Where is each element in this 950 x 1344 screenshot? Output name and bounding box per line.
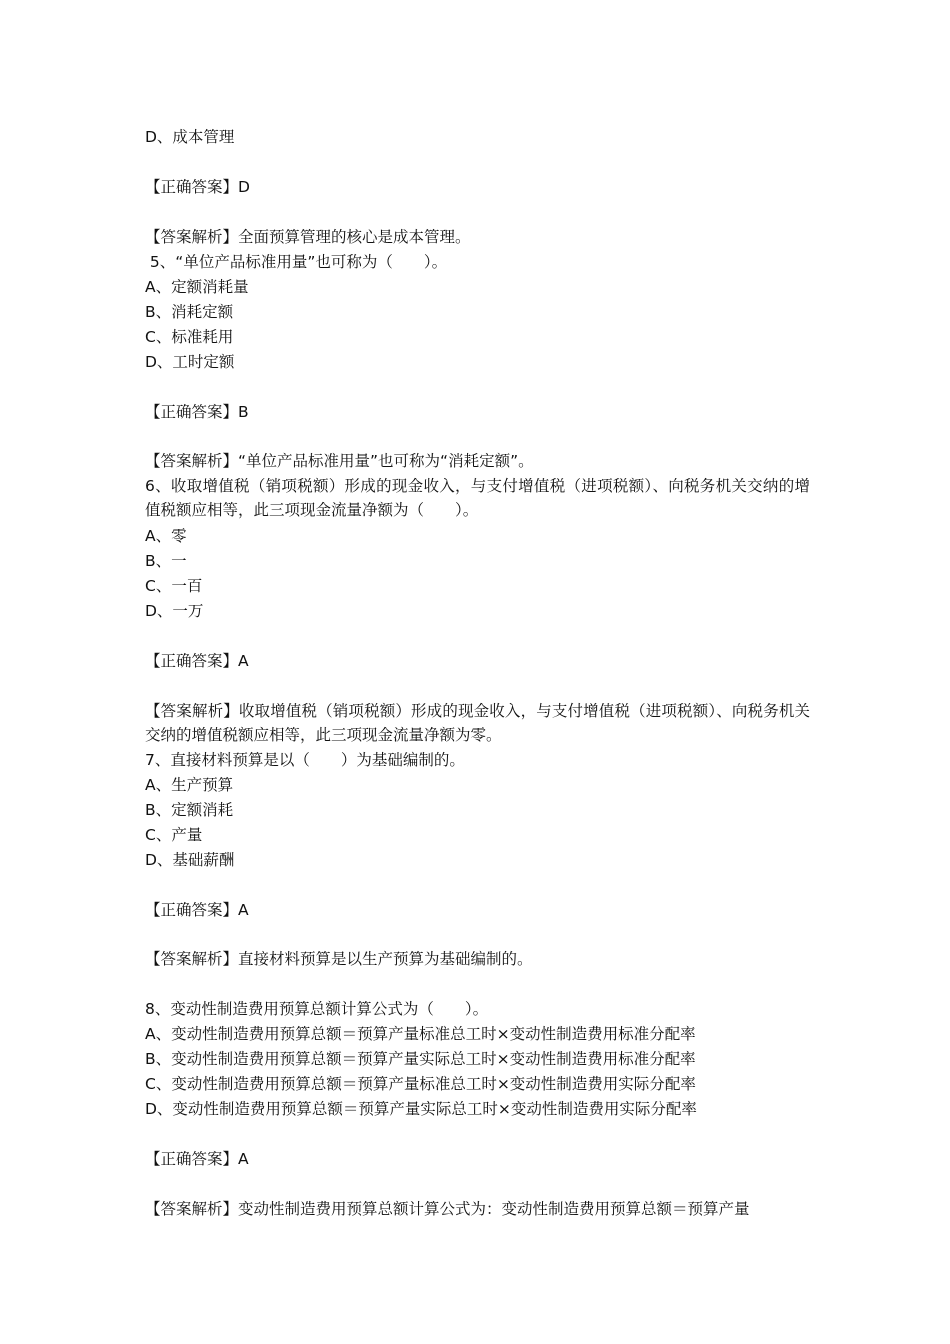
- question-6: 6、收取增值税（销项税额）形成的现金收入，与支付增值税（进项税额）、向税务机关交纳的增值税额应相等，此三项现金流量净额为（ ）。: [145, 477, 810, 519]
- correct-answer: 【正确答案】D: [145, 178, 250, 196]
- question-6-explanation: 【答案解析】收取增值税（销项税额）形成的现金收入，与支付增值税（进项税额）、向税务机关交纳的增值税额应相等，此三项现金流量净额为零。: [145, 702, 810, 744]
- question-8-option-d: D、变动性制造费用预算总额＝预算产量实际总工时×变动性制造费用实际分配率: [145, 1100, 697, 1118]
- question-7-option-d: D、基础薪酬: [145, 851, 235, 869]
- answer-explanation: 【答案解析】全面预算管理的核心是成本管理。: [145, 228, 471, 246]
- question-6-option-b: B、一: [145, 552, 187, 570]
- question-5-option-d: D、工时定额: [145, 353, 235, 371]
- question-6-option-c: C、一百: [145, 577, 203, 595]
- question-5: 5、“单位产品标准用量”也可称为（ ）。: [145, 253, 448, 271]
- question-8-option-b: B、变动性制造费用预算总额＝预算产量实际总工时×变动性制造费用标准分配率: [145, 1050, 696, 1068]
- question-6-correct-answer: 【正确答案】A: [145, 652, 249, 670]
- question-7-option-a: A、生产预算: [145, 776, 234, 794]
- question-5-correct-answer: 【正确答案】B: [145, 403, 249, 421]
- question-7: 7、直接材料预算是以（ ）为基础编制的。: [145, 751, 465, 769]
- question-6-option-d: D、一万: [145, 602, 204, 620]
- question-8-option-a: A、变动性制造费用预算总额＝预算产量标准总工时×变动性制造费用标准分配率: [145, 1025, 696, 1043]
- option-d-text: D、成本管理: [145, 128, 235, 146]
- question-7-explanation: 【答案解析】直接材料预算是以生产预算为基础编制的。: [145, 950, 533, 968]
- question-5-option-a: A、定额消耗量: [145, 278, 249, 296]
- question-8-correct-answer: 【正确答案】A: [145, 1150, 249, 1168]
- question-8: 8、变动性制造费用预算总额计算公式为（ ）。: [145, 1000, 489, 1018]
- question-5-option-b: B、消耗定额: [145, 303, 234, 321]
- question-7-option-c: C、产量: [145, 826, 203, 844]
- question-5-option-c: C、标准耗用: [145, 328, 234, 346]
- question-8-option-c: C、变动性制造费用预算总额＝预算产量标准总工时×变动性制造费用实际分配率: [145, 1075, 696, 1093]
- question-7-correct-answer: 【正确答案】A: [145, 901, 249, 919]
- question-6-option-a: A、零: [145, 527, 187, 545]
- question-8-explanation: 【答案解析】变动性制造费用预算总额计算公式为：变动性制造费用预算总额＝预算产量: [145, 1200, 750, 1218]
- question-5-explanation: 【答案解析】“单位产品标准用量”也可称为“消耗定额”。: [145, 452, 534, 470]
- question-7-option-b: B、定额消耗: [145, 801, 234, 819]
